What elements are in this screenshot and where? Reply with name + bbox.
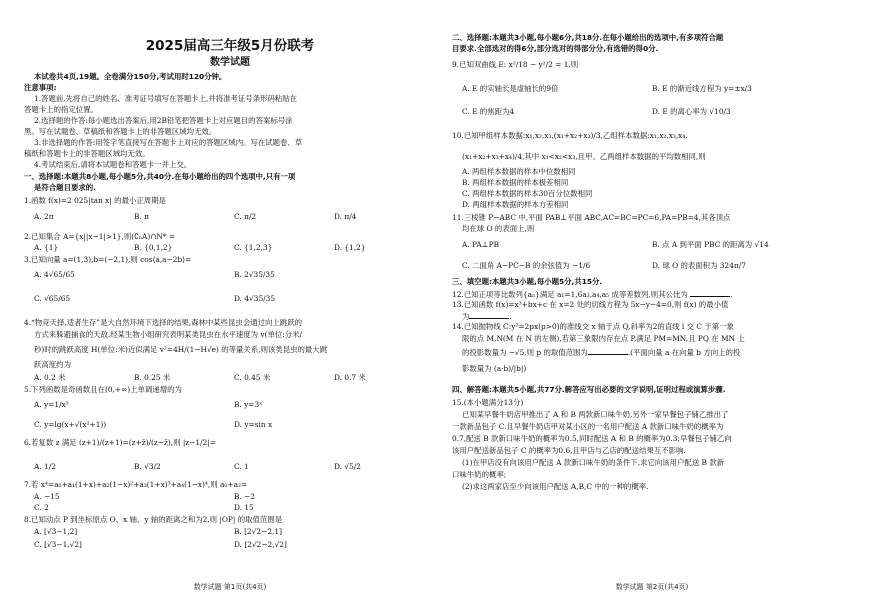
q3-option-c: C. √65/65: [34, 294, 71, 303]
question-13-text: 为: [462, 312, 470, 321]
question-15-heading: 15.(本小题满分13分): [452, 398, 524, 407]
note-line: 4.考试结束后,请将本试题卷和答题卡一并上交。: [34, 160, 192, 169]
q10-option-a: A. 两组样本数据的样本中位数相同: [462, 167, 576, 176]
q8-option-c: C. [√3−1,√2]: [34, 540, 82, 549]
note-line: 稿纸和答题卡上的非答题区域均无效。: [24, 149, 150, 158]
q2-option-d: D. {1,2}: [334, 243, 366, 252]
question-2: 2.已知集合 A={x||x−1|>1},则(∁ₙA)∩N* =: [24, 232, 176, 241]
exam-intro: 本试卷共4页,19题。全卷满分150分,考试用时120分钟。: [34, 72, 227, 81]
q11-option-c: C. 二面角 A−PC−B 的余弦值为 −1/6: [462, 261, 591, 270]
question-9: 9.已知双曲线 E: x²/18 − y²/2 = 1,则: [452, 60, 579, 69]
answer-blank: [469, 311, 509, 319]
q8-option-a: A. [√3−1,2]: [34, 527, 78, 536]
exam-title: 2025届高三年级5月份联考: [145, 38, 315, 54]
question-10-line: (x₁+x₂+x₃+x₄)/4,其中 x₁<x₂<x₃,且甲、乙两组样本数据的平均数相同,则: [462, 152, 706, 161]
right-page: [452, 0, 852, 603]
q10-option-c: C. 两组样本数据的样本30百分位数相同: [462, 189, 593, 198]
question-15-line: 口味牛奶的概率;: [452, 470, 507, 479]
notes-heading: 注意事项:: [24, 83, 57, 92]
question-15-line: 该用户配送新品包子 C 的概率为0.6,且甲店与乙店的配送结果互不影响.: [452, 446, 686, 455]
question-12: 12.已知正项等比数列{aₙ}满足 a₁=1,6a₃,a₄,a₅ 成等差数列,则其公比为 .: [452, 290, 733, 299]
question-14-text: 的投影数量为 −√5,则 p 的取值范围为: [462, 348, 588, 357]
question-15-line: 一款新品包子 C.且早餐牛奶店甲对某小区的一名用户配送 A 款新口味牛奶的概率为: [452, 422, 724, 431]
question-4-line: 方式来躲避捕食的天敌.经某生物小组研究表明某类昆虫在水平速度为 v(单位:分米/: [34, 330, 303, 339]
question-15-line: 0.7,配送 B 款新口味牛奶的概率为0.5,同时配送 A 和 B 的概率为0.3;早餐包子铺乙向: [452, 434, 732, 443]
answer-blank: [690, 289, 730, 297]
q2-option-b: B. {0,1,2}: [134, 243, 173, 252]
note-line: 1.答题前,先将自己的姓名、准考证号填写在答题卡上,并将准考证号条形码粘贴在: [34, 94, 298, 103]
note-line: 答题卡上的指定位置。: [24, 105, 98, 114]
section-2-heading-cont: 目要求.全部选对的得6分,部分选对的得部分分,有选错的得0分.: [452, 44, 659, 53]
question-14-line: [452, 347, 852, 357]
q2-option-c: C. {1,2,3}: [234, 243, 273, 252]
question-15-line: (2)求这两家店至少向该用户配送 A,B,C 中的一种的概率.: [462, 482, 649, 491]
q7-option-d: D. 15: [234, 503, 254, 512]
section-3-heading: 三、填空题:本题共3小题,每小题5分,共15分.: [452, 277, 603, 286]
q7-option-c: C. 2: [34, 503, 49, 512]
q8-option-b: B. [2√2−2,1]: [234, 527, 282, 536]
question-5: 5.下列函数是奇函数且在(0,+∞)上单调递增的为: [24, 385, 182, 394]
question-13-line: 13.已知函数 f(x)=x³+bx+c 在 x=2 处的切线方程为 5x−y−4=0,则 f(x) 的最小值: [452, 300, 729, 309]
question-15-line: (1)在甲店没有向该用户配送 A 款新口味牛奶的条件下,求它向该用户配送 B 款新: [462, 458, 725, 467]
q1-option-b: B. π: [134, 212, 149, 221]
q6-option-a: A. 1/2: [34, 462, 56, 471]
q6-option-c: C. 1: [234, 462, 249, 471]
q9-option-a: A. E 的实轴长是虚轴长的9倍: [462, 84, 559, 93]
q9-option-b: B. E 的渐近线方程为 y=±x/3: [652, 84, 752, 93]
note-line: 3.非选择题的作答:用签字笔直接写在答题卡上对应的答题区域内。写在试题卷、草: [34, 138, 303, 147]
note-line: 黑。写在试题卷、草稿纸和答题卡上的非答题区域均无效。: [24, 127, 217, 136]
q5-option-c: C. y=lg(x+√(x²+1)): [34, 420, 107, 429]
q9-option-d: D. E 的离心率为 √10/3: [652, 107, 731, 116]
q4-option-c: C. 0.45 米: [234, 373, 271, 382]
q7-option-a: A. −15: [34, 492, 60, 501]
q9-option-c: C. E 的焦距为4: [462, 107, 515, 116]
question-11-line: 均在球 O 的表面上,则: [462, 224, 535, 233]
q7-option-b: B. −2: [234, 492, 256, 501]
question-4-line: 4.“物竞天择,适者生存”是大自然环境下选择的结果,森林中某些昆虫会通过向上跳跃的: [24, 318, 302, 327]
question-14-line: 影数量为 (a·b)/|b|): [462, 364, 527, 373]
section-2-heading: 二、选择题:本题共3小题,每小题6分,共18分.在每小题给出的选项中,有多项符合题: [452, 33, 724, 42]
q5-option-a: A. y=1/x³: [34, 400, 69, 409]
question-11-line: 11.三棱锥 P−ABC 中,平面 PAB⊥平面 ABC,AC=BC=PC=6,PA=PB=4,其各顶点: [452, 213, 731, 222]
q10-option-b: B. 两组样本数据的样本极差相同: [462, 178, 569, 187]
q5-option-d: D. y=sin x: [234, 420, 273, 429]
answer-blank: [588, 347, 628, 355]
question-14-line: 14.已知抛物线 C:y²=2px(p>0)的准线交 x 轴于点 Q,斜率为2的直线 l 交 C 于第一象: [452, 322, 734, 331]
q1-option-c: C. π/2: [234, 212, 257, 221]
q4-option-a: A. 0.2 米: [34, 373, 66, 382]
question-13-line: 为 .: [462, 312, 512, 321]
question-12-text: 12.已知正项等比数列{aₙ}满足 a₁=1,6a₃,a₄,a₅ 成等差数列,则其公比为: [452, 290, 688, 299]
question-3: 3.已知向量 a=(1,3),b=(−2,1),则 cos⟨a,a−2b⟩=: [24, 255, 192, 264]
question-4-line: 跃高度约为: [34, 360, 71, 369]
left-page: [24, 0, 436, 603]
q3-option-d: D. 4√35/35: [234, 294, 276, 303]
question-4-line: 秒)时的跳跃高度 H(单位:米)近似满足 v²=4H/(1−H√e) 的等量关系,则该类昆虫的最大跳: [34, 345, 328, 354]
question-8: 8.已知动点 P 到坐标原点 O、x 轴、y 轴的距离之和为2,则 |OP| 的取值范围是: [24, 515, 283, 524]
q4-option-d: D. 0.7 米: [334, 373, 366, 382]
q11-option-a: A. PA⊥PB: [462, 240, 500, 249]
note-line: 2.选择题的作答:每小题选出答案后,用2B铅笔把答题卡上对应题目的答案标号涂: [34, 116, 293, 125]
question-15-line: 已知某早餐牛奶店甲推出了 A 和 B 两款新口味牛奶,另外一家早餐包子铺乙推出了: [462, 410, 729, 419]
question-1: 1.函数 f(x)=2 025|tan x| 的最小正周期是: [24, 196, 166, 205]
q11-option-d: D. 球 O 的表面积为 324π/7: [652, 261, 746, 270]
q6-option-b: B. √3/2: [134, 462, 161, 471]
question-10-line: 10.已知甲组样本数据:x₁,x₂,x₃,(x₁+x₂+x₃)/3,乙组样本数据:x₁,x₂,x₃,x₄,: [452, 131, 688, 140]
q3-option-b: B. 2√35/35: [234, 270, 275, 279]
exam-subtitle: 数学试题: [210, 57, 250, 68]
section-1-heading: 一、选择题:本题共8小题,每小题5分,共40分.在每小题给出的四个选项中,只有一项: [24, 172, 296, 181]
q6-option-d: D. √5/2: [334, 462, 361, 471]
section-4-heading: 四、解答题:本题共5小题,共77分.解答应写出必要的文字说明,证明过程或演算步骤.: [452, 385, 726, 394]
q1-option-a: A. 2π: [34, 212, 54, 221]
q10-option-d: D. 两组样本数据的样本方差相同: [462, 200, 569, 209]
question-7: 7.若 x⁴=a₀+a₁(1+x)+a₂(1−x)²+a₃(1+x)³+a₄(1−x)⁴,则 a₀+a₂=: [24, 480, 248, 489]
page-footer-right: 数学试题 第2页(共4页): [615, 583, 689, 591]
q4-option-b: B. 0.25 米: [134, 373, 171, 382]
q8-option-d: D. [2√2−2,√2]: [234, 540, 287, 549]
q11-option-b: B. 点 A 到平面 PBC 的距离为 √14: [652, 240, 769, 249]
q2-option-a: A. {1}: [34, 243, 59, 252]
q5-option-b: B. y=3ˣ: [234, 400, 263, 409]
question-14-tail: .(平面向量 a 在向量 b 方向上的投: [627, 348, 741, 357]
section-1-heading-cont: 是符合题目要求的.: [34, 183, 96, 192]
question-6: 6.若复数 z 满足 (z+1)/(z+1)=(z+z̄)/(z−z̄),则 |z−1/2|=: [24, 438, 216, 447]
page-footer-left: 数学试题 第1页(共4页): [193, 583, 267, 591]
q3-option-a: A. 4√65/65: [34, 270, 75, 279]
question-14-line: 限的点 M,N(M 在 N 的左侧),若第三象限内存在点 P,满足 PM=MN,且 PQ 在 MN 上: [462, 334, 745, 343]
q1-option-d: D. π/4: [334, 212, 357, 221]
